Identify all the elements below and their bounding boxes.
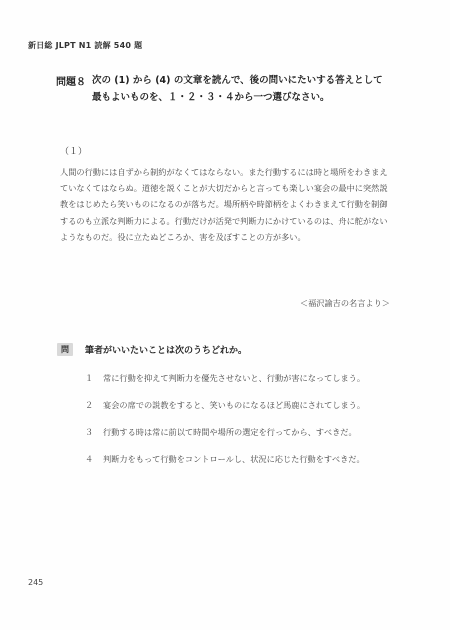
ask-badge: 問 xyxy=(57,343,73,356)
option-text: 判断力をもって行動をコントロールし、状況に応じた行動をすべきだ。 xyxy=(103,454,365,464)
passage-paragraph: 人間の行動には自ずから制約がなくてはならない。また行動するには時と場所をわきまえていなくてはならぬ。道徳を説くことが大切だからと言っても楽しい宴会の最中に突然説教をはじめたら笑いものになるのが落ちだ。場所柄や時節柄をよくわきまえて行動を制御するのも立派な判断力による。行動だけが活発で判断力にかけているのは、舟に舵がないようなものだ。役に立たぬどころか、害を及ぼすことの方が多い。 xyxy=(60,167,388,242)
option-text: 常に行動を抑えて判断力を優先させないと、行動が害になってしまう。 xyxy=(103,373,366,383)
passage-number: （１） xyxy=(60,147,88,157)
option-1[interactable] xyxy=(85,370,385,386)
option-2[interactable] xyxy=(85,397,385,413)
option-number: ４ xyxy=(85,454,94,464)
book-header: 新日総 JLPT N1 読解 540 題 xyxy=(28,41,143,50)
option-text: 宴会の席での説教をすると、笑いものになるほど馬鹿にされてしまう。 xyxy=(103,400,366,410)
option-number: １ xyxy=(85,373,94,383)
option-number: ２ xyxy=(85,400,94,410)
question-label: 問題８ xyxy=(56,77,86,88)
ask-text: 筆者がいいたいことは次のうちどれか。 xyxy=(85,346,248,356)
question-instruction: 次の (1) から (4) の文章を読んで、後の問いにたいする答えとして最もよいものを、１・２・３・４から一つ選びなさい。 xyxy=(92,75,383,103)
option-3[interactable] xyxy=(85,424,385,440)
passage-source: ＜福沢諭吉の名言より＞ xyxy=(299,298,390,308)
option-4[interactable] xyxy=(85,451,385,467)
answer-options xyxy=(85,370,385,478)
passage-text xyxy=(60,164,390,245)
page-number: 245 xyxy=(28,578,44,587)
option-text: 行動する時は常に前以て時間や場所の選定を行ってから、すべきだ。 xyxy=(103,427,357,437)
option-number: ３ xyxy=(85,427,94,437)
